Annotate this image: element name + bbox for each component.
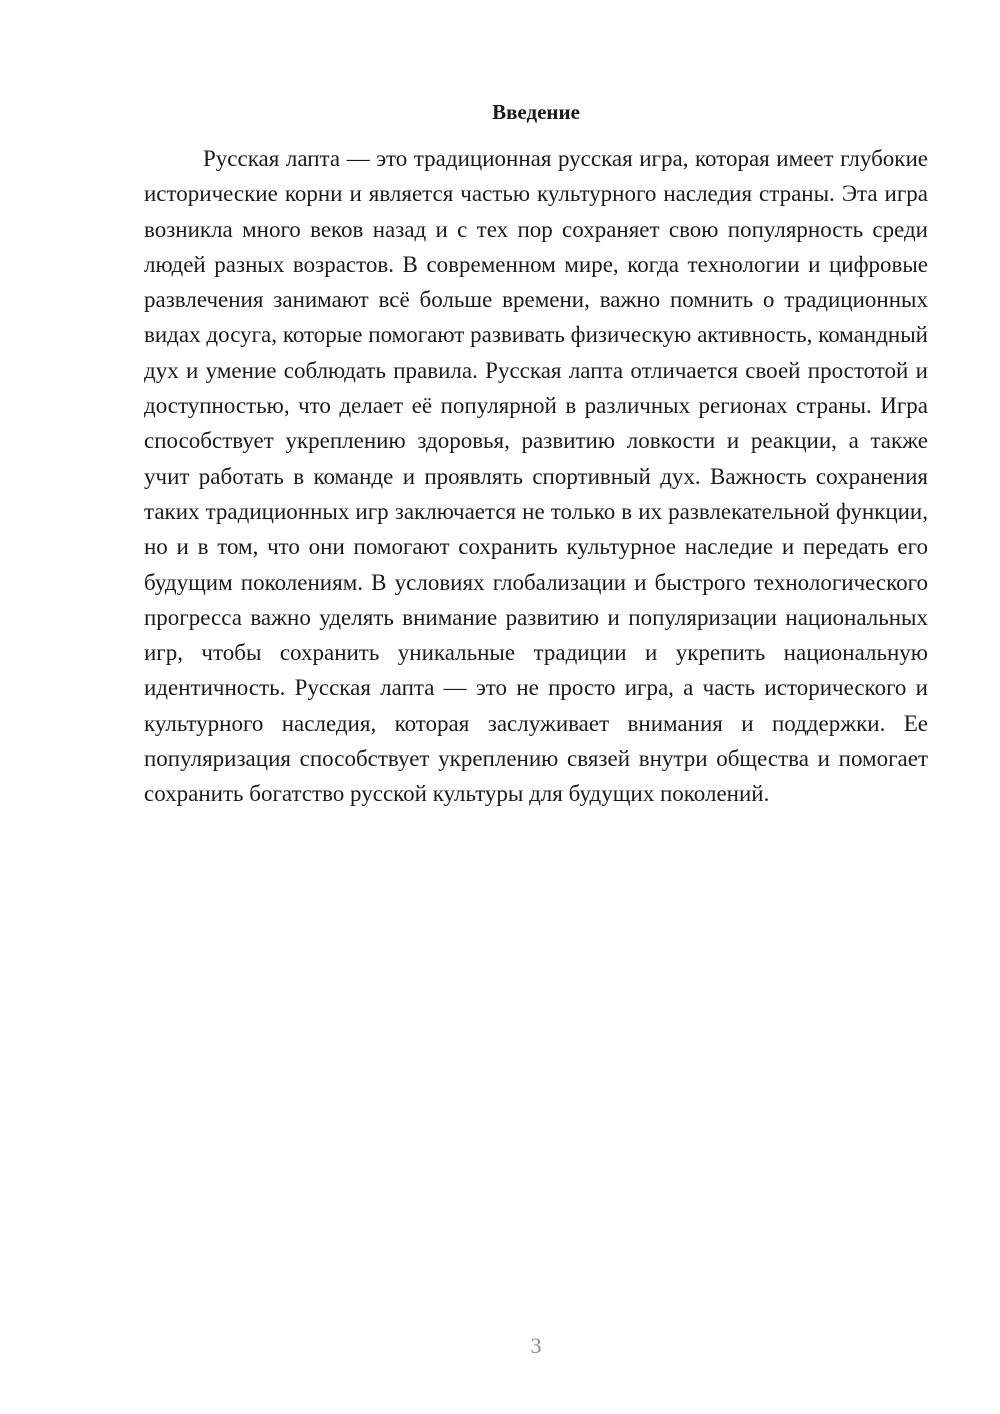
heading-container (0, 98, 1000, 126)
page-number: 3 (530, 1333, 542, 1358)
body-paragraph: Русская лапта — это традиционная русская игра, которая имеет глубокие исторические корни и является частью культурного наследия страны. Эта игра возникла много веков назад и с тех пор сохраняет свою популярность среди людей разных возрастов. В современном мире, когда технологии и цифровые развлечения занимают всё больше времени, важно помнить о традиционных видах досуга, которые помогают развивать физическую активность, командный дух и умение соблюдать правила. Русская лапта отличается своей простотой и доступностью, что делает её популярной в различных регионах страны. Игра способствует укреплению здоровья, развитию ловкости и реакции, а также учит работать в команде и проявлять спортивный дух. Важность сохранения таких традиционных игр заключается не только в их развлекательной функции, но и в том, что они помогают сохранить культурное наследие и передать его будущим поколениям. В условиях глобализации и быстрого технологического прогресса важно уделять внимание развитию и популяризации национальных игр, чтобы сохранить уникальные традиции и укрепить национальную идентичность. Русская лапта — это не просто игра, а часть исторического и культурного наследия, которая заслуживает внимания и поддержки. Ее популяризация способствует укреплению связей внутри общества и помогает сохранить богатство русской культуры для будущих поколений. (144, 146, 928, 807)
section-heading: Введение (492, 100, 580, 124)
